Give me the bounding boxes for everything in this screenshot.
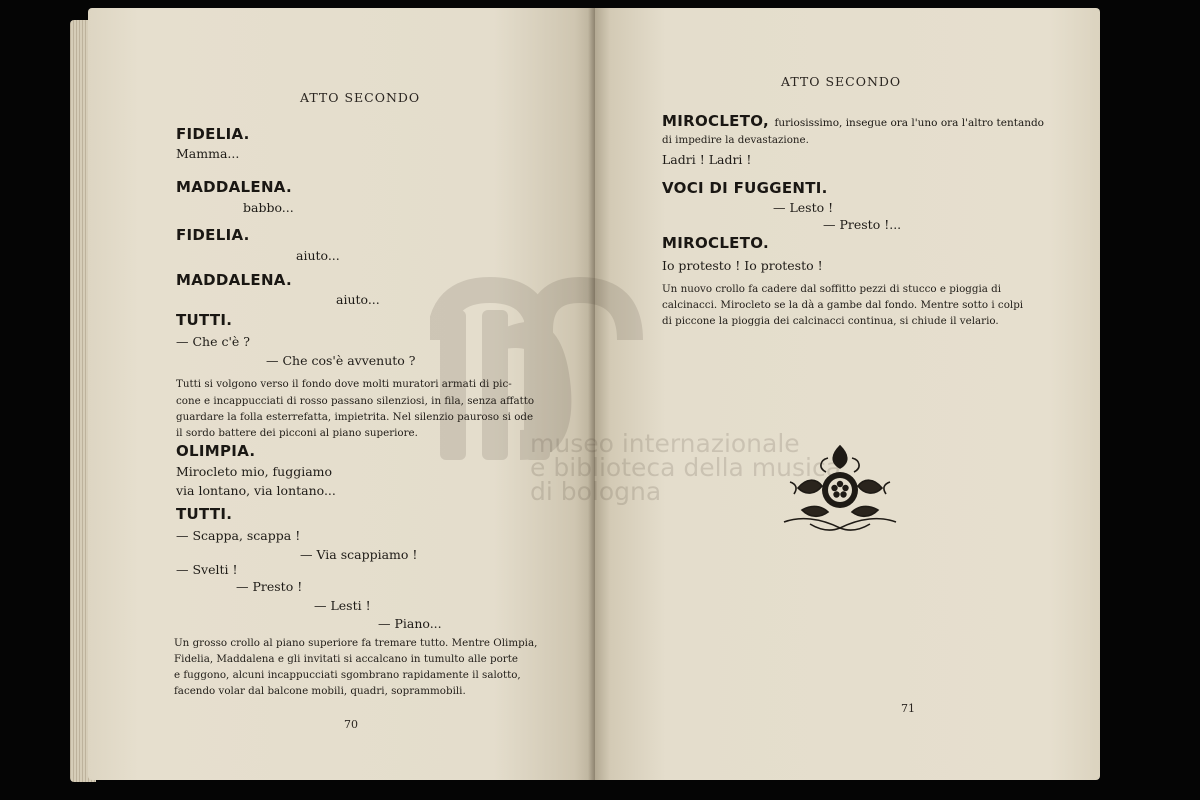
- line-svelti: — Svelti !: [176, 562, 238, 577]
- speaker-tutti: TUTTI.: [176, 311, 233, 329]
- line-via-scappiamo: — Via scappiamo !: [300, 547, 418, 562]
- running-head-left: ATTO SECONDO: [300, 90, 421, 105]
- line-io-protesto: Io protesto ! Io protesto !: [662, 258, 823, 273]
- running-head-right: ATTO SECONDO: [781, 74, 902, 89]
- speaker-maddalena-2: MADDALENA.: [176, 271, 292, 289]
- line-mirocleto-mio: Mirocleto mio, fuggiamo: [176, 464, 333, 479]
- line-lesti: — Lesti !: [314, 598, 371, 613]
- stage-aside: furiosissimo, insegue ora l'uno ora l'altro tentando: [774, 117, 1045, 129]
- line-che-ce: — Che c'è ?: [176, 334, 250, 349]
- stage-direction-line: e fuggono, alcuni incappucciati sgombrano rapidamente il salotto,: [174, 669, 521, 681]
- line-babbo: babbo...: [243, 200, 294, 215]
- stage-direction-line: il sordo battere dei picconi al piano superiore.: [176, 427, 418, 439]
- line-aiuto-2: aiuto...: [336, 292, 380, 307]
- stage-direction-line: cone e incappucciati di rosso passano silenziosi, in fila, senza affatto: [176, 395, 535, 407]
- page-number-left: 70: [344, 718, 358, 731]
- line-aiuto: aiuto...: [296, 248, 340, 263]
- speaker-olimpia: OLIMPIA.: [176, 442, 256, 460]
- stage-direction-line: Un grosso crollo al piano superiore fa tremare tutto. Mentre Olimpia,: [174, 637, 538, 649]
- stage-direction-line: Fidelia, Maddalena e gli invitati si accalcano in tumulto alle porte: [174, 653, 518, 665]
- stage-direction-line: di piccone la pioggia dei calcinacci continua, si chiude il velario.: [662, 315, 999, 327]
- speaker-maddalena: MADDALENA.: [176, 178, 292, 196]
- right-page: [595, 8, 1100, 780]
- left-page: [88, 8, 595, 780]
- speaker-tutti-2: TUTTI.: [176, 505, 233, 523]
- speaker-name: MIROCLETO,: [662, 112, 769, 130]
- speaker-mirocleto-2: MIROCLETO.: [662, 234, 769, 252]
- speaker-voci: VOCI DI FUGGENTI.: [662, 179, 828, 197]
- stage-direction-line: di impedire la devastazione.: [662, 134, 809, 146]
- floral-ornament-icon: [780, 438, 900, 538]
- line-via-lontano: via lontano, via lontano...: [176, 483, 336, 498]
- stage-direction-line: guardare la folla esterrefatta, impietrita. Nel silenzio pauroso si ode: [176, 411, 534, 423]
- stage-direction-line: facendo volar dal balcone mobili, quadri, soprammobili.: [174, 685, 466, 697]
- page-number-right: 71: [901, 702, 915, 715]
- line-lesto: — Lesto !: [773, 200, 834, 215]
- stage-direction-line: Tutti si volgono verso il fondo dove molti muratori armati di pic-: [176, 378, 512, 390]
- stage-direction-line: Un nuovo crollo fa cadere dal soffitto pezzi di stucco e pioggia di: [662, 283, 1002, 295]
- line-presto-right: — Presto !...: [823, 217, 902, 232]
- line-ladri: Ladri ! Ladri !: [662, 152, 752, 167]
- speaker-mirocleto: [662, 112, 1044, 130]
- speaker-fidelia: FIDELIA.: [176, 125, 250, 143]
- speaker-fidelia-2: FIDELIA.: [176, 226, 250, 244]
- line-che-cose: — Che cos'è avvenuto ?: [266, 353, 416, 368]
- line-piano: — Piano...: [378, 616, 442, 631]
- line-mamma: Mamma...: [176, 146, 240, 161]
- stage-direction-line: calcinacci. Mirocleto se la dà a gambe dal fondo. Mentre sotto i colpi: [662, 299, 1024, 311]
- open-book: [70, 8, 1100, 780]
- line-presto: — Presto !: [236, 579, 303, 594]
- line-scappa: — Scappa, scappa !: [176, 528, 301, 543]
